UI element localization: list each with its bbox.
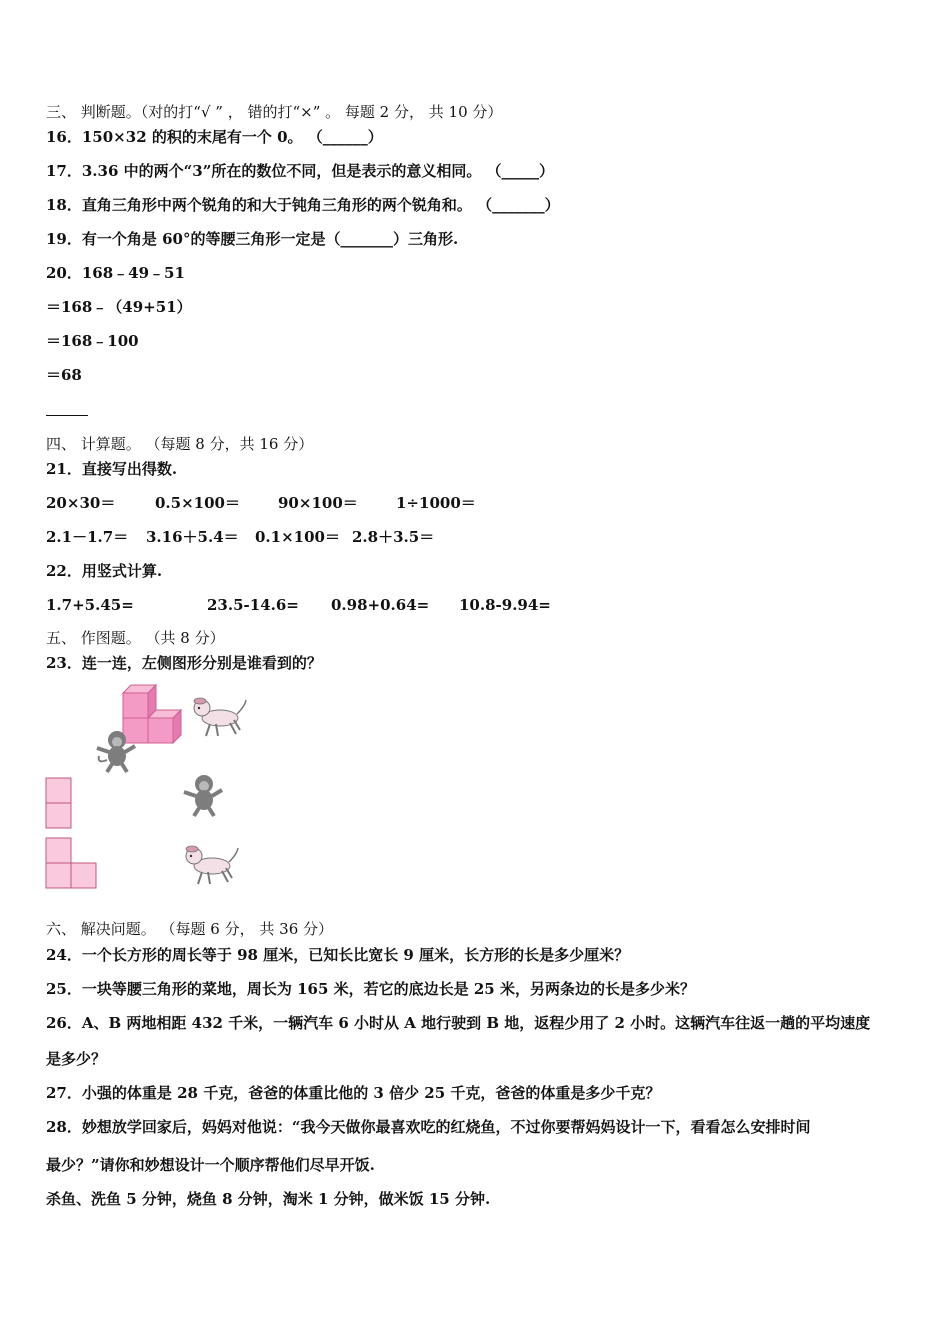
calc-item: 2.8＋3.5＝ — [352, 528, 435, 546]
question-23: 23．连一连，左侧图形分别是谁看到的？ — [46, 654, 322, 672]
question-24: 24．一个长方形的周长等于 98 厘米，已知长比宽长 9 厘米，长方形的长是多少厘米？ — [46, 946, 630, 964]
vertical-calc-item: 1.7+5.45= — [46, 596, 134, 614]
question-16: 16．150×32 的积的末尾有一个 0。 （______） — [46, 128, 383, 146]
section4-heading: 四、 计算题。 （每题 8 分，共 16 分） — [46, 435, 314, 453]
calc-item: 20×30＝ — [46, 494, 116, 512]
question-26: 26．A、B 两地相距 432 千米，一辆汽车 6 小时从 A 地行驶到 B 地，返程少用了 2 小时。这辆汽车往返一趟的平均速度 — [46, 1014, 871, 1032]
question-20-step-3: ＝68 — [46, 366, 82, 384]
monkey-icon — [184, 775, 222, 816]
question-28-tasks: 杀鱼、洗鱼 5 分钟，烧鱼 8 分钟，淘米 1 分钟，做米饭 15 分钟. — [46, 1190, 491, 1208]
cube-stack — [123, 685, 181, 743]
question-20: 20．168﹣49﹣51 — [46, 264, 185, 282]
calc-item: 0.5×100＝ — [155, 494, 240, 512]
dog-icon — [194, 698, 246, 736]
question-28: 28．妙想放学回家后，妈妈对他说：“我今天做你最喜欢吃的红烧鱼，不过你要帮妈妈设计一下，看看怎么安排时间 — [46, 1118, 811, 1136]
question-27: 27．小强的体重是 28 千克，爸爸的体重比他的 3 倍少 25 千克，爸爸的体重是多少千克？ — [46, 1084, 661, 1102]
question-21: 21．直接写出得数. — [46, 460, 178, 478]
question-17: 17．3.36 中的两个“3”所在的数位不同，但是表示的意义相同。 （_____） — [46, 162, 555, 180]
vertical-calc-item: 10.8-9.94= — [459, 596, 551, 614]
section6-heading: 六、 解决问题。 （每题 6 分， 共 36 分） — [46, 920, 334, 938]
vertical-calc-item: 23.5-14.6= — [207, 596, 299, 614]
question-20-step-2: ＝168﹣100 — [46, 332, 139, 350]
question-19: 19．有一个角是 60°的等腰三角形一定是（_______）三角形. — [46, 230, 459, 248]
calc-item: 0.1×100＝ — [255, 528, 340, 546]
answer-blank-line — [46, 415, 88, 416]
question-28-cont: 最少？”请你和妙想设计一个顺序帮他们尽早开饭. — [46, 1156, 375, 1174]
calc-item: 3.16＋5.4＝ — [146, 528, 239, 546]
section5-heading: 五、 作图题。 （共 8 分） — [46, 629, 225, 647]
calc-item: 90×100＝ — [278, 494, 358, 512]
question-26-cont: 是多少？ — [46, 1050, 107, 1068]
calc-item: 2.1－1.7＝ — [46, 528, 129, 546]
side-view-shape — [46, 838, 96, 888]
matching-figure — [40, 678, 270, 893]
vertical-calc-item: 0.98+0.64= — [331, 596, 430, 614]
question-18: 18．直角三角形中两个锐角的和大于钝角三角形的两个锐角和。 （_______） — [46, 196, 560, 214]
question-22: 22．用竖式计算. — [46, 562, 163, 580]
front-view-shape — [46, 778, 71, 828]
dog-icon — [186, 846, 238, 884]
section3-heading: 三、 判断题。（对的打“√ ” ， 错的打“×” 。 每题 2 分， 共 10 分） — [46, 103, 503, 121]
question-25: 25．一块等腰三角形的菜地，周长为 165 米，若它的底边长是 25 米，另两条边的长是多少米？ — [46, 980, 695, 998]
calc-item: 1÷1000＝ — [396, 494, 476, 512]
question-20-step-1: ＝168﹣（49+51） — [46, 298, 192, 316]
